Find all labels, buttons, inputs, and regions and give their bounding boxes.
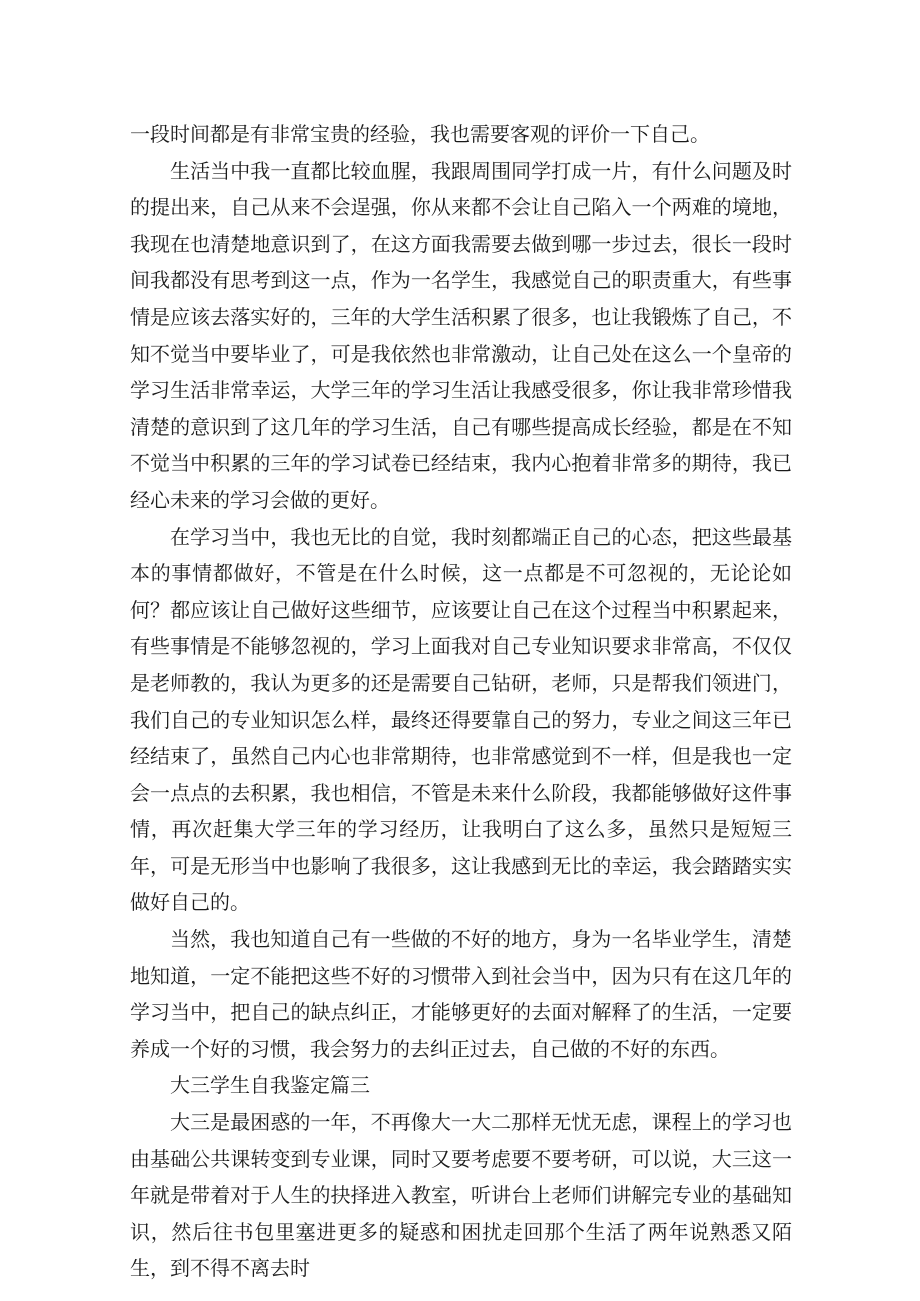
paragraph-4: 当然，我也知道自己有一些做的不好的地方，身为一名毕业学生，清楚地知道，一定不能把这些不好的习惯带入到社会当中，因为只有在这几年的学习当中，把自己的缺点纠正，才能够更好的去面对解释了的生活，一定要养成一个好的习惯，我会努力的去纠正过去，自己做的不好的东西。 <box>130 927 792 1061</box>
document-body <box>130 116 792 1287</box>
paragraph-3: 在学习当中，我也无比的自觉，我时刻都端正自己的心态，把这些最基本的事情都做好，不管是在什么时候，这一点都是不可忽视的，无论论如何？都应该让自己做好这些细节，应该要让自己在这个过程当中积累起来，有些事情是不能够忽视的，学习上面我对自己专业知识要求非常高，不仅仅是老师教的，我认为更多的还是需要自己钻研，老师，只是帮我们领进门，我们自己的专业知识怎么样，最终还得要靠自己的努力，专业之间这三年已经结束了，虽然自己内心也非常期待，也非常感觉到不一样，但是我也一定会一点点的去积累，我也相信，不管是未来什么阶段，我都能够做好这件事情，再次赶集大学三年的学习经历，让我明白了这么多，虽然只是短短三年，可是无形当中也影响了我很多，这让我感到无比的幸运，我会踏踏实实做好自己的。 <box>130 524 792 915</box>
paragraph-5: 大三是最困惑的一年，不再像大一大二那样无忧无虑，课程上的学习也由基础公共课转变到专业课，同时又要考虑要不要考研，可以说，大三这一年就是带着对于人生的抉择进入教室，听讲台上老师们讲解完专业的基础知识，然后往书包里塞进更多的疑惑和困扰走回那个生活了两年说熟悉又陌生，到不得不离去时 <box>130 1110 792 1281</box>
section-heading: 大三学生自我鉴定篇三 <box>170 1073 370 1098</box>
paragraph-2: 生活当中我一直都比较血腥，我跟周围同学打成一片，有什么问题及时的提出来，自己从来不会逞强，你从来都不会让自己陷入一个两难的境地，我现在也清楚地意识到了，在这方面我需要去做到哪一步过去，很长一段时间我都没有思考到这一点，作为一名学生，我感觉自己的职责重大，有些事情是应该去落实好的，三年的大学生活积累了很多，也让我锻炼了自己，不知不觉当中要毕业了，可是我依然也非常激动，让自己处在这么一个皇帝的学习生活非常幸运，大学三年的学习生活让我感受很多，你让我非常珍惜我清楚的意识到了这几年的学习生活，自己有哪些提高成长经验，都是在不知不觉当中积累的三年的学习试卷已经结束，我内心抱着非常多的期待，我已经心未来的学习会做的更好。 <box>130 158 792 512</box>
paragraph-1: 一段时间都是有非常宝贵的经验，我也需要客观的评价一下自己。 <box>130 122 710 146</box>
